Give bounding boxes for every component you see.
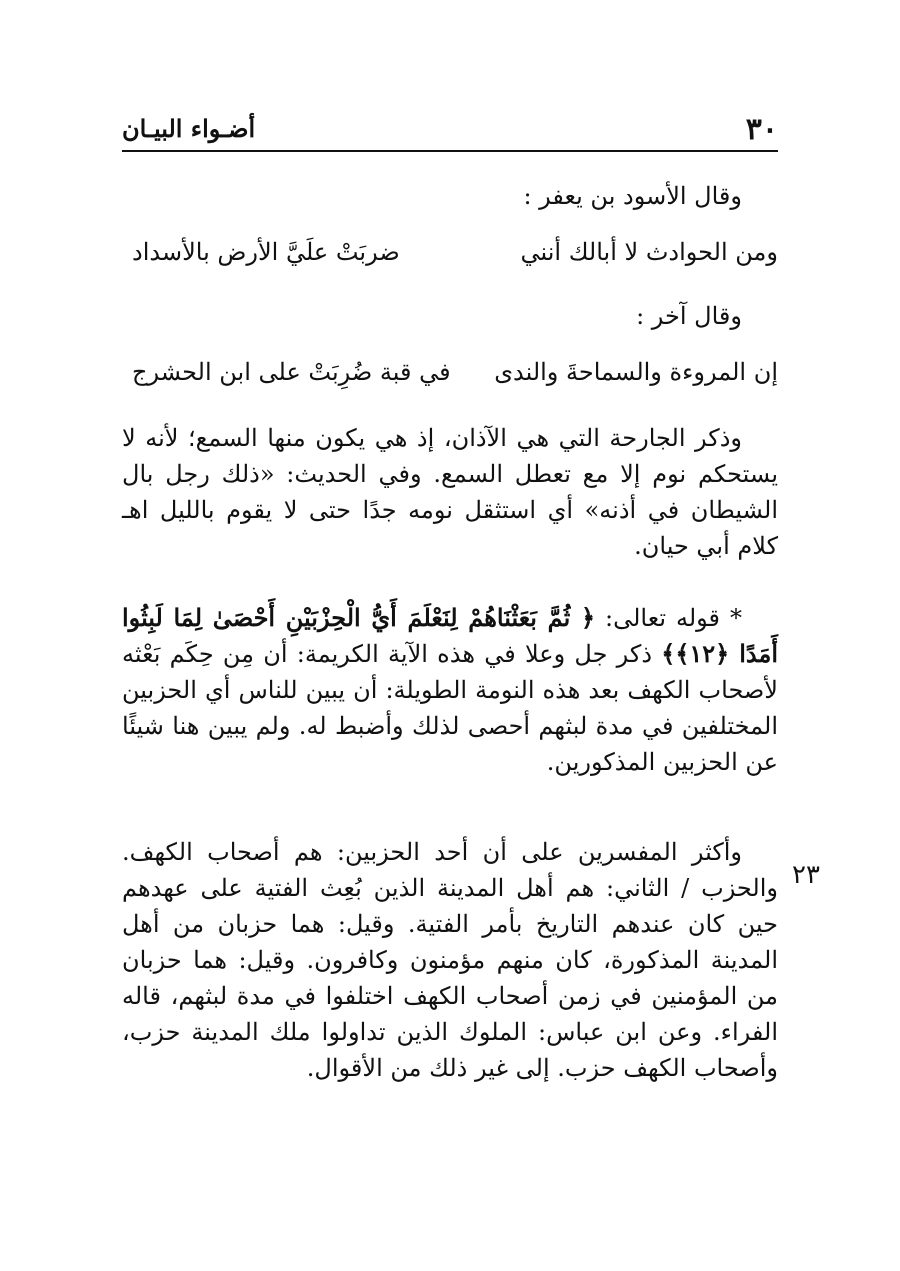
paragraph-3: وأكثر المفسرين على أن أحد الحزبين: هم أصحاب الكهف. والحزب / الثاني: هم أهل المدينة الذين بُعِث الفتية على عهدهم حين كان عندهم التاريخ بأمر الفتية. وقيل: هما حزبان من أهل المدينة المذكورة، كان منهم مؤمنون وكافرون. وقيل: هما حزبان من المؤمنين في زمن أصحاب الكهف اختلفوا في مدة لبثهم، قاله الفراء. وعن ابن عباس: الملوك الذين تداولوا ملك المدينة حزب، وأصحاب الكهف حزب. إلى غير ذلك من الأقوال. <box>122 838 778 1082</box>
verse-2-first-hemistich: إن المروءة والسماحةَ والندى <box>494 358 778 386</box>
paragraph-2 <box>122 600 778 780</box>
paragraph-2-body: ذكر جل وعلا في هذه الآية الكريمة: أن مِن حِكَم بَعْثه لأصحاب الكهف بعد هذه النومة الطويلة: أن يبين للناس أي الحزبين المختلفين في مدة لبثهم أحصى لذلك وأضبط له. ولم يبين هنا شيئًا عن الحزبين المذكورين. <box>122 640 778 776</box>
margin-page-reference: ٢٣ <box>792 860 820 890</box>
running-title: أضـواء البيـان <box>122 114 256 143</box>
verse-2 <box>122 358 778 398</box>
verse-1-second-hemistich: ضربَتْ علَيَّ الأرض بالأسداد <box>132 238 400 266</box>
quran-verse: ﴿ ثُمَّ بَعَثْنَاهُمْ لِنَعْلَمَ أَيُّ الْحِزْبَيْنِ أَحْصَىٰ لِمَا لَبِثُوا أَمَدًا ﴿١٢﴾﴾ <box>122 603 778 668</box>
paragraph-1: وذكر الجارحة التي هي الآذان، إذ هي يكون منها السمع؛ لأنه لا يستحكم نوم إلا مع تعطل السمع. وفي الحديث: «ذلك رجل بال الشيطان في أذنه» أي استثقل نومه جدًا حتى لا يقوم بالليل اهـ كلام أبي حيان. <box>122 424 778 560</box>
intro-line: وقال آخر : <box>636 302 742 330</box>
poem-intro-2 <box>122 298 778 334</box>
page-number: ٣٠ <box>745 112 778 147</box>
paragraph-2-lead: * قوله تعالى: <box>595 604 742 632</box>
intro-line: وقال الأسود بن يعفر : <box>523 182 742 210</box>
verse-1 <box>122 238 778 278</box>
page-header <box>122 110 778 152</box>
poem-intro-1 <box>122 178 778 214</box>
verse-2-second-hemistich: في قبة ضُرِبَتْ على ابن الحشرج <box>132 358 451 386</box>
verse-1-first-hemistich: ومن الحوادث لا أبالك أنني <box>520 238 778 266</box>
